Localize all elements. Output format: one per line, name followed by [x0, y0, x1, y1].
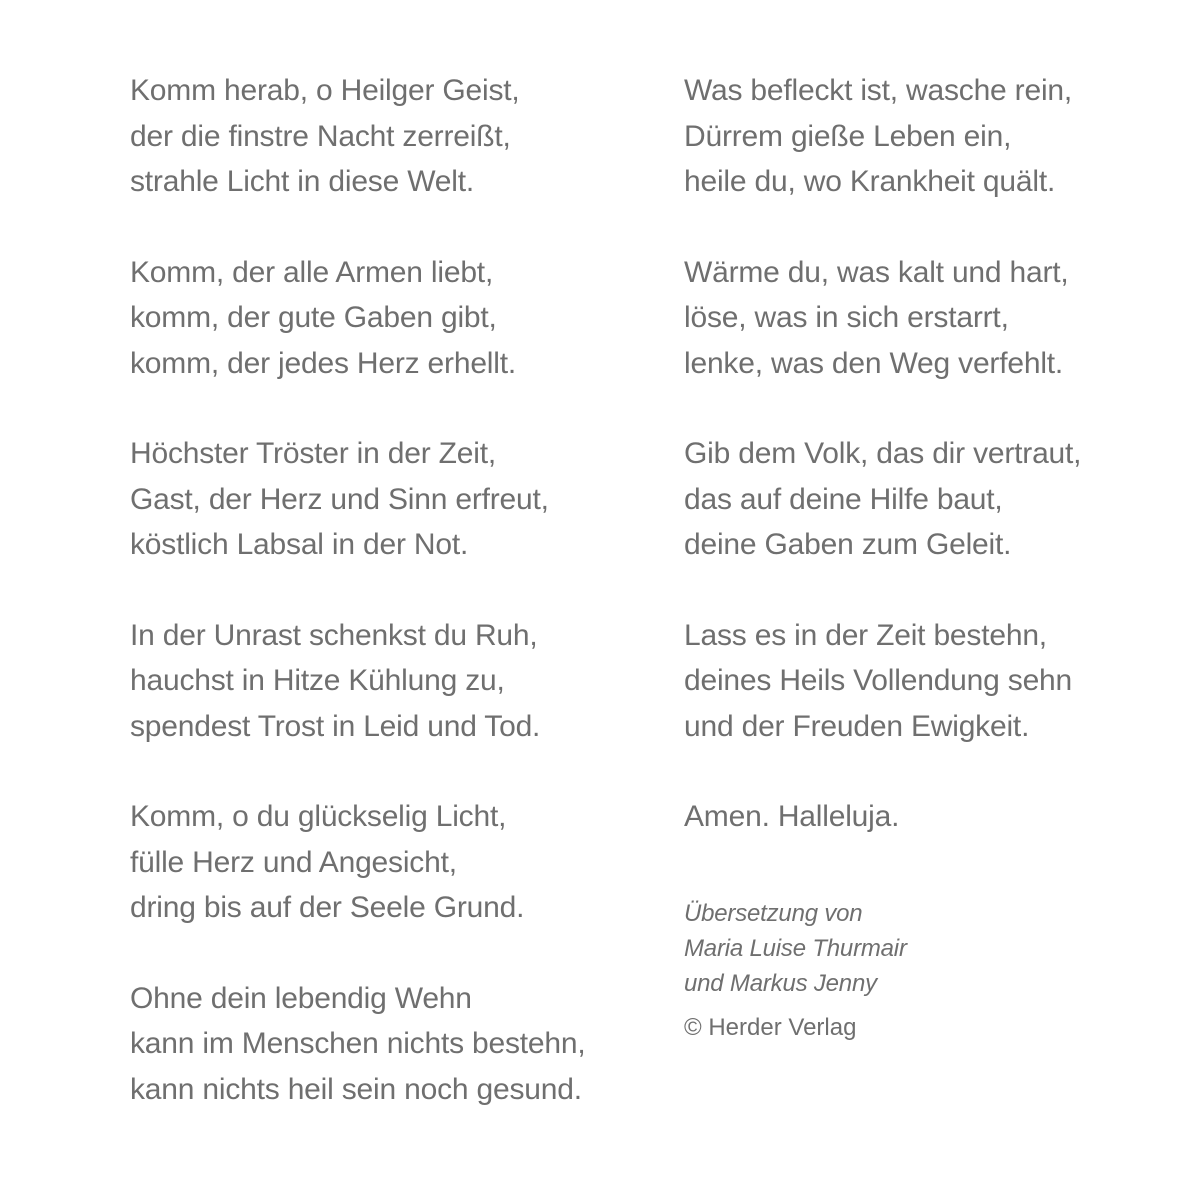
poem-line: In der Unrast schenkst du Ruh, — [130, 618, 538, 652]
poem-line: der die finstre Nacht zerreißt, — [130, 119, 511, 153]
poem-line: strahle Licht in diese Welt. — [130, 165, 475, 198]
poem-column-right — [684, 68, 1154, 1043]
stanza — [684, 431, 1154, 568]
poem-line: hauchst in Hitze Kühlung zu, — [130, 664, 505, 697]
poem-line: köstlich Labsal in der Not. — [130, 528, 469, 561]
poem-line: deine Gaben zum Geleit. — [684, 528, 1012, 561]
stanza — [130, 976, 650, 1113]
poem-line: Dürrem gieße Leben ein, — [684, 119, 1012, 153]
poem-line: Komm, o du glückselig Licht, — [130, 800, 507, 833]
translation-credit — [684, 896, 1154, 1043]
credit-line: und Markus Jenny — [684, 969, 877, 997]
poem-line: lenke, was den Weg verfehlt. — [684, 346, 1064, 380]
poem-line: Höchster Tröster in der Zeit, — [130, 437, 496, 470]
poem-line: Komm herab, o Heilger Geist, — [130, 74, 520, 107]
poem-line: Wärme du, was kalt und hart, — [684, 255, 1069, 289]
poem-line: heile du, wo Krankheit quält. — [684, 165, 1056, 198]
poem-line: spendest Trost in Leid und Tod. — [130, 709, 541, 743]
poem-line: kann im Menschen nichts bestehn, — [130, 1027, 586, 1060]
poem-line: und der Freuden Ewigkeit. — [684, 709, 1030, 743]
poem-line: das auf deine Hilfe baut, — [684, 482, 1003, 516]
poem-line: Ohne dein lebendig Wehn — [130, 981, 472, 1015]
poem-line: dring bis auf der Seele Grund. — [130, 891, 525, 924]
stanza — [130, 613, 650, 750]
poem-column-left — [130, 68, 650, 1157]
poem-line: fülle Herz und Angesicht, — [130, 845, 457, 879]
stanza-amen — [684, 794, 1154, 840]
poem-line: Komm, der alle Armen liebt, — [130, 255, 494, 289]
poem-line: löse, was in sich erstarrt, — [684, 301, 1009, 334]
poem-line: Gib dem Volk, das dir vertraut, — [684, 437, 1082, 470]
credit-line: Übersetzung von — [684, 899, 863, 927]
stanza — [130, 431, 650, 568]
poem-line: komm, der gute Gaben gibt, — [130, 301, 497, 334]
poem-line: Gast, der Herz und Sinn erfreut, — [130, 482, 549, 516]
stanza — [684, 613, 1154, 750]
poem-line: kann nichts heil sein noch gesund. — [130, 1072, 582, 1106]
poem-line: deines Heils Vollendung sehn — [684, 664, 1073, 697]
stanza — [684, 250, 1154, 387]
poem-line: Amen. Halleluja. — [684, 800, 900, 833]
stanza — [130, 250, 650, 387]
poem-line: Was befleckt ist, wasche rein, — [684, 74, 1073, 107]
stanza — [684, 68, 1154, 205]
credit-line: Maria Luise Thurmair — [684, 934, 907, 962]
stanza — [130, 794, 650, 931]
stanza — [130, 68, 650, 205]
copyright-notice: © Herder Verlag — [684, 1013, 857, 1041]
poem-line: komm, der jedes Herz erhellt. — [130, 346, 517, 380]
poem-line: Lass es in der Zeit bestehn, — [684, 618, 1047, 652]
